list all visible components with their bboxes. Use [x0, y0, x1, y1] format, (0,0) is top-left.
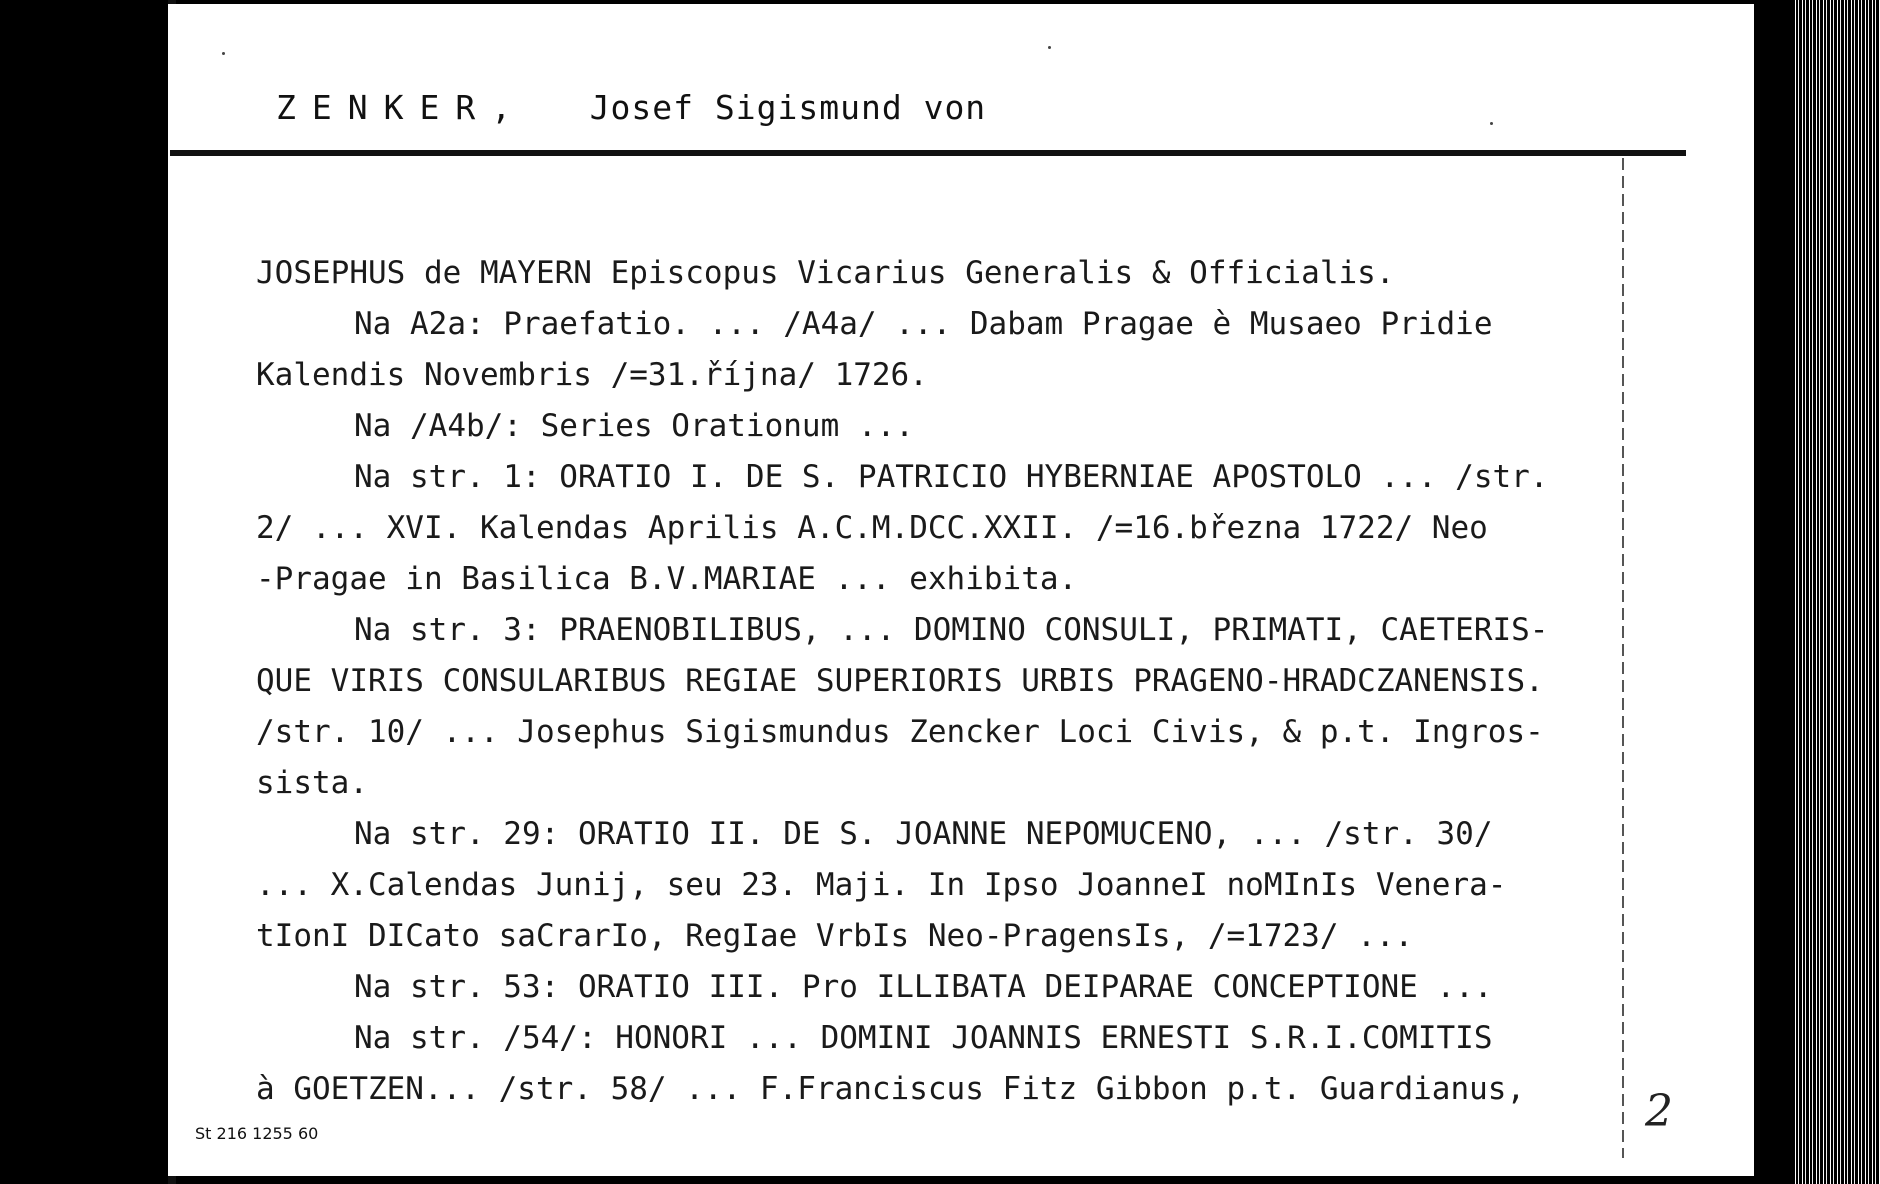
- text-line: tIonI DICato saCrarIo, RegIae VrbIs Neo-PragensIs, /=1723/ ...: [256, 918, 1414, 954]
- card-heading: [276, 88, 986, 127]
- text-line: Na A2a: Praefatio. ... /A4a/ ... Dabam Pragae è Musaeo Pridie: [354, 306, 1493, 342]
- text-line: JOSEPHUS de MAYERN Episcopus Vicarius Generalis & Officialis.: [256, 255, 1395, 291]
- page-number: 2: [1645, 1086, 1673, 1137]
- text-line: Na str. 29: ORATIO II. DE S. JOANNE NEPOMUCENO, ... /str. 30/: [354, 816, 1493, 852]
- text-line: sista.: [256, 765, 368, 801]
- heading-rule: [170, 150, 1686, 156]
- text-line: QUE VIRIS CONSULARIBUS REGIAE SUPERIORIS URBIS PRAGENO-HRADCZANENSIS.: [256, 663, 1544, 699]
- heading-given-name: Josef Sigismund von: [589, 88, 987, 127]
- text-line: ... X.Calendas Junij, seu 23. Maji. In Ipso JoanneI noMInIs Venera-: [256, 867, 1507, 903]
- card-code: St 216 1255 60: [195, 1124, 319, 1143]
- heading-surname: ZENKER,: [276, 88, 528, 127]
- text-line: Na str. /54/: HONORI ... DOMINI JOANNIS ERNESTI S.R.I.COMITIS: [354, 1020, 1493, 1056]
- text-line: Na str. 3: PRAENOBILIBUS, ... DOMINO CONSULI, PRIMATI, CAETERIS-: [354, 612, 1549, 648]
- text-line: 2/ ... XVI. Kalendas Aprilis A.C.M.DCC.XXII. /=16.března 1722/ Neo: [256, 510, 1488, 546]
- scan-edge-strip: [1792, 0, 1880, 1184]
- text-line: Na str. 53: ORATIO III. Pro ILLIBATA DEIPARAE CONCEPTIONE ...: [354, 969, 1493, 1005]
- speck: [1048, 46, 1051, 49]
- text-line: /str. 10/ ... Josephus Sigismundus Zencker Loci Civis, & p.t. Ingros-: [256, 714, 1544, 750]
- text-line: Na /A4b/: Series Orationum ...: [354, 408, 914, 444]
- text-line: Kalendis Novembris /=31.října/ 1726.: [256, 357, 928, 393]
- text-line: à GOETZEN... /str. 58/ ... F.Franciscus Fitz Gibbon p.t. Guardianus,: [256, 1071, 1526, 1107]
- speck: [1490, 122, 1493, 125]
- speck: [222, 52, 225, 55]
- text-line: Na str. 1: ORATIO I. DE S. PATRICIO HYBERNIAE APOSTOLO ... /str.: [354, 459, 1549, 495]
- text-line: -Pragae in Basilica B.V.MARIAE ... exhibita.: [256, 561, 1078, 597]
- card-body-text: [256, 248, 1636, 1115]
